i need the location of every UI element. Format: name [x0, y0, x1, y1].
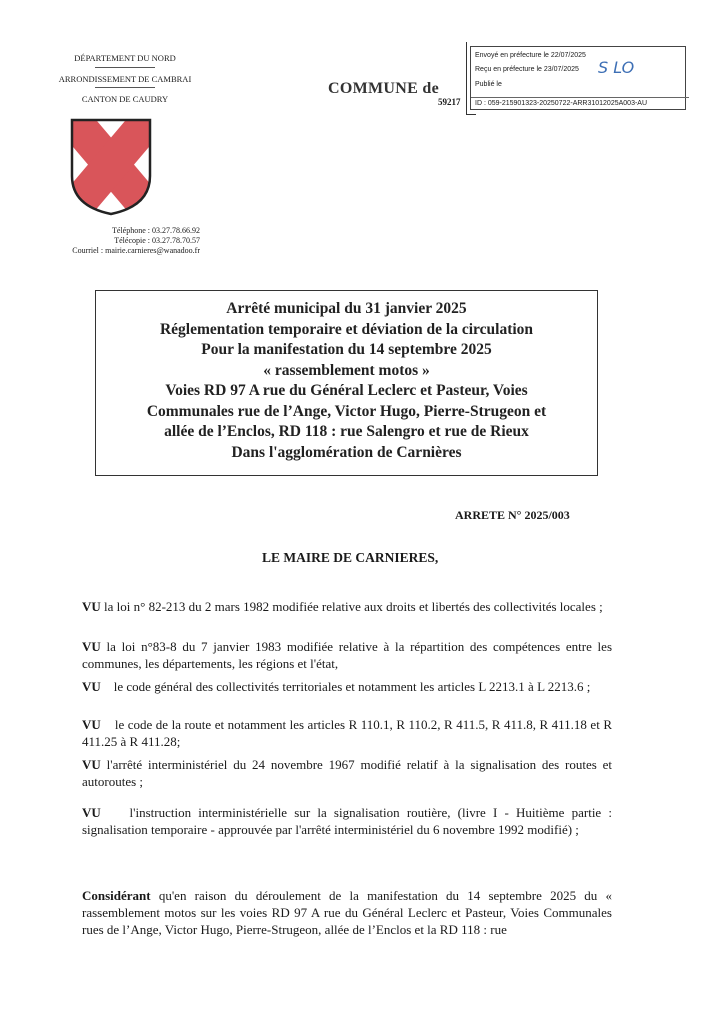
vu-label: VU — [82, 639, 101, 654]
visa-text: le code général des collectivités territoriales et notamment les articles L 2213.1 à L 2213.6 ; — [113, 679, 591, 694]
stamp-id: ID : 059-215901323-20250722-ARR31012025A003-AU — [471, 97, 689, 107]
visa-paragraph — [82, 598, 612, 615]
visa-paragraph — [82, 678, 612, 695]
vu-label: VU — [82, 757, 101, 772]
handwritten-annotation: S LO — [598, 58, 635, 77]
title-line: Réglementation temporaire et déviation de la circulation — [159, 320, 534, 338]
arrondissement-label: ARRONDISSEMENT DE CAMBRAI — [58, 73, 192, 84]
separator — [95, 67, 155, 68]
visa-text: la loi n°83-8 du 7 janvier 1983 modifiée relative à la répartition des compétences entre les communes, les départements, les régions et l'état, — [82, 639, 613, 671]
stamp-publie: Publié le — [475, 81, 502, 88]
visa-paragraph — [82, 638, 612, 672]
separator — [95, 87, 155, 88]
title-line: Voies RD 97 A rue du Général Leclerc et Pasteur, Voies — [165, 382, 528, 399]
considerant-label: Considérant — [82, 888, 151, 903]
visa-text: le code de la route et notamment les articles R 110.1, R 110.2, R 411.5, R 411.8, R 411.18 et R 411.25 à R 411.28; — [82, 717, 613, 749]
stamp-recu: Reçu en préfecture le 23/07/2025 — [475, 66, 579, 73]
canton-label: CANTON DE CAUDRY — [81, 94, 169, 104]
telephone: Téléphone : 03.27.78.66.92 — [112, 226, 200, 235]
considerant-paragraph — [82, 887, 612, 938]
visa-paragraph — [82, 716, 612, 750]
vu-label: VU — [82, 805, 101, 820]
departement-label: DÉPARTEMENT DU NORD — [74, 53, 176, 63]
visa-text: la loi n° 82-213 du 2 mars 1982 modifiée relative aux droits et libertés des collectivités locales ; — [104, 599, 603, 614]
visa-text: l'instruction interministérielle sur la signalisation routière, (livre I - Huitième partie : signalisation temporaire - approuvée par l'arrêté interministériel du 6 novembre 1992 modifié) ; — [82, 805, 612, 837]
prefecture-stamp — [470, 46, 686, 110]
postal-code: 59217 — [438, 97, 461, 107]
visa-text: l'arrêté interministériel du 24 novembre 1967 modifié relatif à la signalisation des routes et autoroutes ; — [82, 757, 612, 789]
title-line: Pour la manifestation du 14 septembre 2025 — [201, 341, 492, 358]
title-line: allée de l’Enclos, RD 118 : rue Salengro et rue de Rieux — [164, 423, 529, 440]
courriel: Courriel : mairie.carnieres@wanadoo.fr — [72, 246, 200, 255]
vu-label: VU — [82, 717, 101, 732]
commune-label: COMMUNE de — [328, 80, 439, 97]
divider — [466, 42, 467, 114]
vu-label: VU — [82, 679, 101, 694]
telecopie: Télécopie : 03.27.78.70.57 — [114, 236, 200, 245]
maire-heading: LE MAIRE DE CARNIERES, — [262, 550, 439, 565]
stamp-envoye: Envoyé en préfecture le 22/07/2025 — [475, 52, 586, 59]
title-line: « rassemblement motos » — [263, 361, 430, 379]
vu-label: VU — [82, 599, 101, 614]
administrative-header — [20, 54, 230, 108]
coat-of-arms-icon — [68, 114, 154, 218]
title-line: Arrêté municipal du 31 janvier 2025 — [226, 300, 467, 317]
divider — [466, 114, 476, 115]
considerant-text: qu'en raison du déroulement de la manifestation du 14 septembre 2025 du « rassemblement motos sur les voies RD 97 A rue du Général Leclerc et Pasteur, Voies Communales rues de l’Ange, Victor Hugo, Pierre-Strugeon, allée de l’Enclos et la RD 118 : rue — [82, 888, 612, 937]
visa-paragraph — [82, 756, 612, 790]
title-line: Communales rue de l’Ange, Victor Hugo, Pierre-Strugeon et — [146, 402, 547, 420]
contact-info — [30, 226, 200, 256]
visa-paragraph — [82, 804, 612, 838]
arrete-number: ARRETE N° 2025/003 — [455, 508, 570, 522]
title-line: Dans l'agglomération de Carnières — [231, 443, 462, 461]
title-box — [95, 290, 598, 476]
